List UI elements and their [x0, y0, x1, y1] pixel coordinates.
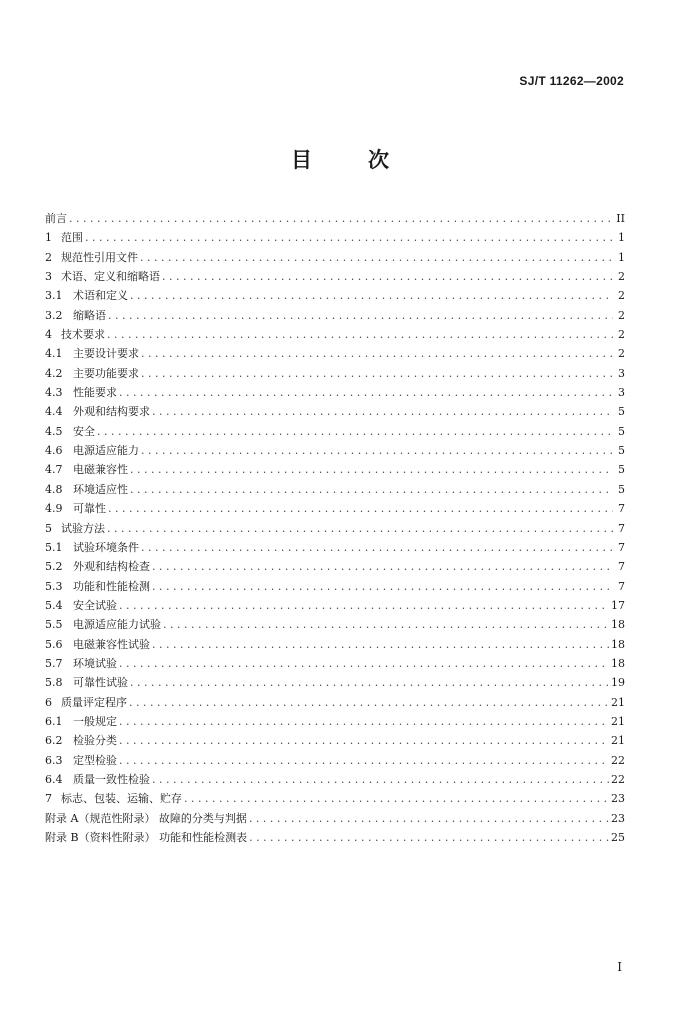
toc-entry-number: 6 [45, 695, 52, 709]
toc-entry-number: 5.3 [45, 579, 63, 593]
dot-leader [141, 538, 613, 557]
toc-entry-label: 附录 B（资料性附录） 功能和性能检测表 [45, 831, 248, 844]
dot-leader [140, 248, 613, 267]
toc-entry[interactable] [45, 306, 625, 325]
dot-leader [97, 422, 613, 441]
toc-entry-label: 安全 [73, 424, 95, 438]
toc-entry-label: 技术要求 [61, 328, 105, 342]
toc-entry-number: 5.7 [45, 656, 63, 670]
toc-entry-number: 5.1 [45, 540, 63, 554]
dot-leader [130, 286, 613, 305]
toc-entry-page: 7 [618, 502, 625, 516]
toc-entry[interactable] [45, 480, 625, 499]
toc-entry-page: 21 [611, 695, 625, 709]
toc-entry-page: 5 [618, 444, 625, 458]
toc-entry-number: 5 [45, 521, 52, 535]
toc-entry-number: 5.8 [45, 676, 63, 690]
toc-entry-page: 19 [611, 676, 625, 690]
dot-leader [152, 770, 609, 789]
toc-entry-label: 环境适应性 [73, 482, 128, 496]
toc-entry-page: 7 [618, 540, 625, 554]
dot-leader [129, 693, 609, 712]
toc-entry[interactable] [45, 422, 625, 441]
toc-entry[interactable] [45, 789, 625, 808]
page-number: I [617, 960, 622, 974]
toc-entry-label: 规范性引用文件 [61, 250, 138, 264]
toc-entry-page: 7 [618, 579, 625, 593]
dot-leader [152, 635, 609, 654]
toc-entry-page: 18 [611, 637, 625, 651]
toc-entry-number: 3.2 [45, 308, 63, 322]
toc-entry[interactable] [45, 673, 625, 692]
dot-leader [141, 344, 613, 363]
toc-entry[interactable] [45, 828, 625, 847]
toc-entry-page: 5 [618, 463, 625, 477]
toc-entry-number: 5.6 [45, 637, 63, 651]
dot-leader [119, 596, 609, 615]
toc-entry-label: 外观和结构检查 [73, 560, 150, 574]
toc-entry[interactable] [45, 712, 625, 731]
toc-entry-page: 2 [618, 347, 625, 361]
dot-leader [119, 712, 609, 731]
toc-entry-page: 3 [618, 366, 625, 380]
toc-entry-page: 17 [611, 598, 625, 612]
toc-entry-label: 安全试验 [73, 598, 117, 612]
toc-entry-label: 环境试验 [73, 656, 117, 670]
toc-entry[interactable] [45, 693, 625, 712]
toc-entry[interactable] [45, 751, 625, 770]
dot-leader [152, 402, 613, 421]
toc-entry-page: 1 [618, 250, 625, 264]
dot-leader [152, 557, 613, 576]
toc-entry[interactable] [45, 577, 625, 596]
toc-entry-number: 2 [45, 250, 52, 264]
toc-entry-page: 25 [611, 831, 625, 844]
toc-entry-number: 4.7 [45, 463, 63, 477]
toc-entry-label: 试验方法 [61, 521, 105, 535]
dot-leader [107, 325, 613, 344]
dot-leader [107, 519, 613, 538]
toc-entry-number: 5.2 [45, 560, 63, 574]
toc-entry-label: 前言 [45, 212, 67, 225]
toc-entry[interactable] [45, 499, 625, 518]
toc-entry-label: 范围 [61, 231, 83, 245]
toc-entry-number: 3 [45, 270, 52, 284]
toc-entry-label: 术语和定义 [73, 289, 128, 303]
toc-entry-label: 术语、定义和缩略语 [61, 270, 160, 284]
toc-entry-number: 4.5 [45, 424, 63, 438]
toc-entry-number: 4.8 [45, 482, 63, 496]
toc-entry[interactable] [45, 731, 625, 750]
table-of-contents [45, 209, 625, 847]
toc-entry-page: 2 [618, 289, 625, 303]
toc-entry-number: 1 [45, 231, 52, 245]
toc-entry-number: 6.2 [45, 734, 63, 748]
toc-entry-page: 3 [618, 386, 625, 400]
toc-entry-page: 1 [618, 231, 625, 245]
dot-leader [249, 809, 609, 828]
toc-entry-label: 电源适应能力 [73, 444, 139, 458]
toc-entry-label: 主要设计要求 [73, 347, 139, 361]
toc-entry-label: 缩略语 [73, 308, 106, 322]
toc-entry-page: 21 [611, 734, 625, 748]
toc-entry-label: 附录 A（规范性附录） 故障的分类与判据 [45, 811, 247, 825]
toc-entry[interactable] [45, 364, 625, 383]
toc-entry[interactable] [45, 538, 625, 557]
toc-entry-label: 电磁兼容性试验 [73, 637, 150, 651]
dot-leader [152, 577, 613, 596]
toc-entry[interactable] [45, 770, 625, 789]
toc-entry[interactable] [45, 460, 625, 479]
dot-leader [85, 228, 613, 247]
toc-entry[interactable] [45, 615, 625, 634]
toc-entry-label: 主要功能要求 [73, 366, 139, 380]
toc-entry-page: 2 [618, 270, 625, 284]
toc-entry-label: 标志、包装、运输、贮存 [61, 792, 182, 806]
dot-leader [184, 789, 609, 808]
toc-entry-number: 4.2 [45, 366, 63, 380]
dot-leader [108, 306, 613, 325]
page-title [0, 144, 680, 174]
toc-entry-number: 6.4 [45, 772, 63, 786]
toc-entry-page: 7 [618, 521, 625, 535]
toc-entry-label: 试验环境条件 [73, 540, 139, 554]
toc-entry-label: 质量评定程序 [61, 695, 127, 709]
toc-entry[interactable] [45, 209, 625, 228]
toc-entry-page: 7 [618, 560, 625, 574]
toc-entry[interactable] [45, 325, 625, 344]
toc-entry[interactable] [45, 441, 625, 460]
toc-entry-label: 电源适应能力试验 [73, 618, 161, 632]
title-char-1: 目 [291, 147, 312, 172]
dot-leader [163, 615, 609, 634]
dot-leader [108, 499, 613, 518]
toc-entry-number: 4.6 [45, 444, 63, 458]
toc-entry[interactable] [45, 286, 625, 305]
toc-entry-label: 可靠性试验 [73, 676, 128, 690]
toc-entry-label: 外观和结构要求 [73, 405, 150, 419]
dot-leader [130, 480, 613, 499]
toc-entry-page: 22 [611, 753, 625, 767]
toc-entry-label: 一般规定 [73, 714, 117, 728]
toc-entry-number: 6.3 [45, 753, 63, 767]
toc-entry[interactable] [45, 519, 625, 538]
toc-entry-number: 7 [45, 792, 52, 806]
dot-leader [141, 364, 613, 383]
toc-entry-label: 电磁兼容性 [73, 463, 128, 477]
toc-entry-number: 4 [45, 328, 52, 342]
toc-entry-page: 5 [618, 482, 625, 496]
standard-code: SJ/T 11262—2002 [519, 74, 624, 88]
toc-entry[interactable] [45, 635, 625, 654]
toc-entry-page: 23 [611, 792, 625, 806]
toc-entry[interactable] [45, 267, 625, 286]
dot-leader [130, 460, 613, 479]
toc-entry-page: II [616, 212, 625, 225]
toc-entry-label: 质量一致性检验 [73, 772, 150, 786]
dot-leader [119, 383, 613, 402]
toc-entry[interactable] [45, 344, 625, 363]
toc-entry-number: 3.1 [45, 289, 63, 303]
toc-entry-page: 22 [611, 772, 625, 786]
toc-entry-label: 定型检验 [73, 753, 117, 767]
toc-entry-number: 4.9 [45, 502, 63, 516]
toc-entry-number: 5.5 [45, 618, 63, 632]
toc-entry[interactable] [45, 402, 625, 421]
toc-entry-number: 4.3 [45, 386, 63, 400]
toc-entry-page: 5 [618, 405, 625, 419]
toc-entry-number: 4.4 [45, 405, 63, 419]
dot-leader [162, 267, 613, 286]
dot-leader [141, 441, 613, 460]
toc-entry-page: 23 [611, 811, 625, 825]
dot-leader [119, 654, 609, 673]
toc-entry-number: 4.1 [45, 347, 63, 361]
toc-entry-label: 可靠性 [73, 502, 106, 516]
toc-entry-label: 检验分类 [73, 734, 117, 748]
toc-entry[interactable] [45, 596, 625, 615]
dot-leader [119, 751, 609, 770]
toc-entry-page: 18 [611, 656, 625, 670]
toc-entry-page: 21 [611, 714, 625, 728]
toc-entry-page: 5 [618, 424, 625, 438]
dot-leader [249, 828, 609, 847]
dot-leader [69, 209, 613, 228]
title-char-2: 次 [368, 147, 389, 172]
toc-entry-label: 性能要求 [73, 386, 117, 400]
toc-entry[interactable] [45, 809, 625, 828]
dot-leader [130, 673, 609, 692]
toc-entry[interactable] [45, 654, 625, 673]
toc-entry-page: 2 [618, 308, 625, 322]
toc-entry-label: 功能和性能检测 [73, 579, 150, 593]
toc-entry-number: 5.4 [45, 598, 63, 612]
toc-entry[interactable] [45, 383, 625, 402]
toc-entry[interactable] [45, 228, 625, 247]
toc-entry-page: 18 [611, 618, 625, 632]
toc-entry-page: 2 [618, 328, 625, 342]
toc-entry[interactable] [45, 557, 625, 576]
toc-entry-number: 6.1 [45, 714, 63, 728]
toc-entry[interactable] [45, 248, 625, 267]
dot-leader [119, 731, 609, 750]
